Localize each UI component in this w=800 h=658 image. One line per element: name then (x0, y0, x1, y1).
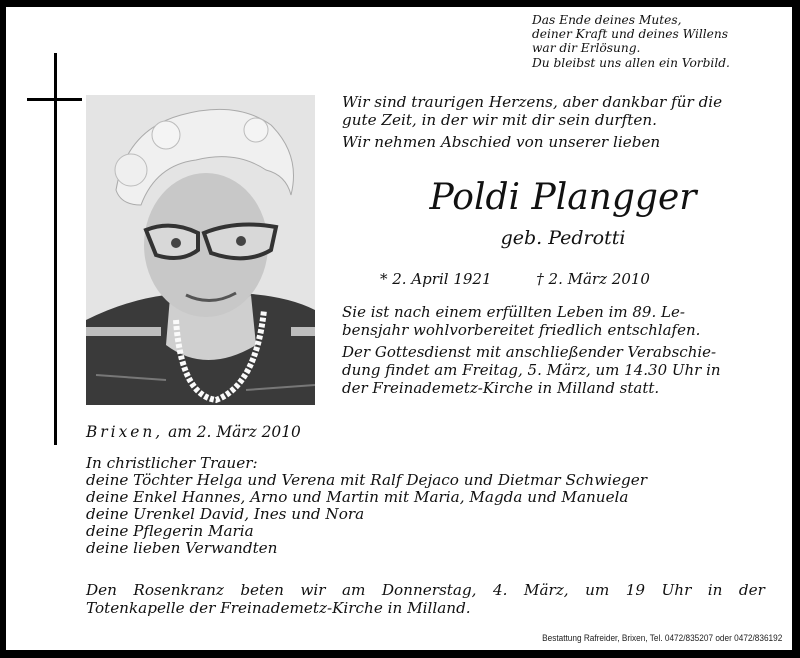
funeral-home-credit: Bestattung Rafreider, Brixen, Tel. 0472/835207 oder 0472/836192 (541, 633, 782, 644)
mourner-line: deine Töchter Helga und Verena mit Ralf Dejaco und Dietmar Schwieger (86, 471, 648, 489)
intro-line: Wir sind traurigen Herzens, aber dankbar für die (342, 93, 723, 111)
body-line: dung findet am Freitag, 5. März, um 14.30 Uhr in (342, 361, 721, 379)
word: Den (86, 581, 117, 599)
motto-line: Das Ende deines Mutes, (532, 13, 682, 27)
word: am (341, 581, 366, 599)
life-dates (380, 270, 650, 288)
place-city: Brixen, (86, 423, 164, 441)
cross-icon-horizontal (27, 98, 82, 101)
death-date: † 2. März 2010 (536, 270, 650, 288)
body-line: bensjahr wohlvorbereitet friedlich entschlafen. (342, 321, 701, 339)
word: wir (300, 581, 326, 599)
intro-text (342, 93, 722, 151)
word: März, (523, 581, 569, 599)
word: beten (240, 581, 284, 599)
rosary-line (86, 581, 765, 599)
deceased-name: Poldi Plangger (429, 177, 697, 218)
place-date-value: am 2. März 2010 (168, 423, 301, 441)
body-line: der Freinademetz-Kirche in Milland statt. (342, 379, 660, 397)
rosary-line: Totenkapelle der Freinademetz-Kirche in Milland. (86, 599, 471, 617)
motto-verse (532, 13, 730, 70)
announcement-text (342, 303, 772, 397)
motto-line: war dir Erlösung. (532, 41, 641, 56)
portrait-image (86, 95, 315, 405)
birth-name: geb. Pedrotti (500, 227, 626, 249)
cross-icon-vertical (54, 53, 57, 445)
motto-line: deiner Kraft und deines Willens (532, 27, 728, 42)
rosary-notice (86, 581, 766, 617)
place-date (86, 423, 301, 441)
word: Uhr (661, 581, 692, 599)
word: 4. (492, 581, 508, 599)
mourner-line: deine Pflegerin Maria (86, 522, 254, 540)
mourner-line: deine lieben Verwandten (86, 539, 278, 557)
motto-line: Du bleibst uns allen ein Vorbild. (532, 55, 730, 70)
word: um (585, 581, 610, 599)
intro-line: Wir nehmen Abschied von unserer lieben (342, 133, 661, 151)
word: Donnerstag, (381, 581, 477, 599)
word: in (707, 581, 723, 599)
mourners-heading: In christlicher Trauer: (86, 454, 258, 472)
intro-line: gute Zeit, in der wir mit dir sein durften. (342, 111, 657, 129)
mourner-line: deine Urenkel David, Ines und Nora (86, 505, 365, 523)
mourner-line: deine Enkel Hannes, Arno und Martin mit Maria, Magda und Manuela (86, 488, 629, 506)
mourners-list (86, 455, 647, 557)
body-line: Sie ist nach einem erfüllten Leben im 89. Le- (342, 303, 685, 321)
word: Rosenkranz (133, 581, 224, 599)
birth-date: * 2. April 1921 (380, 270, 492, 288)
portrait-photo (86, 95, 315, 405)
word: der (738, 581, 765, 599)
word: 19 (625, 581, 646, 599)
body-line: Der Gottesdienst mit anschließender Verabschie- (342, 343, 717, 361)
